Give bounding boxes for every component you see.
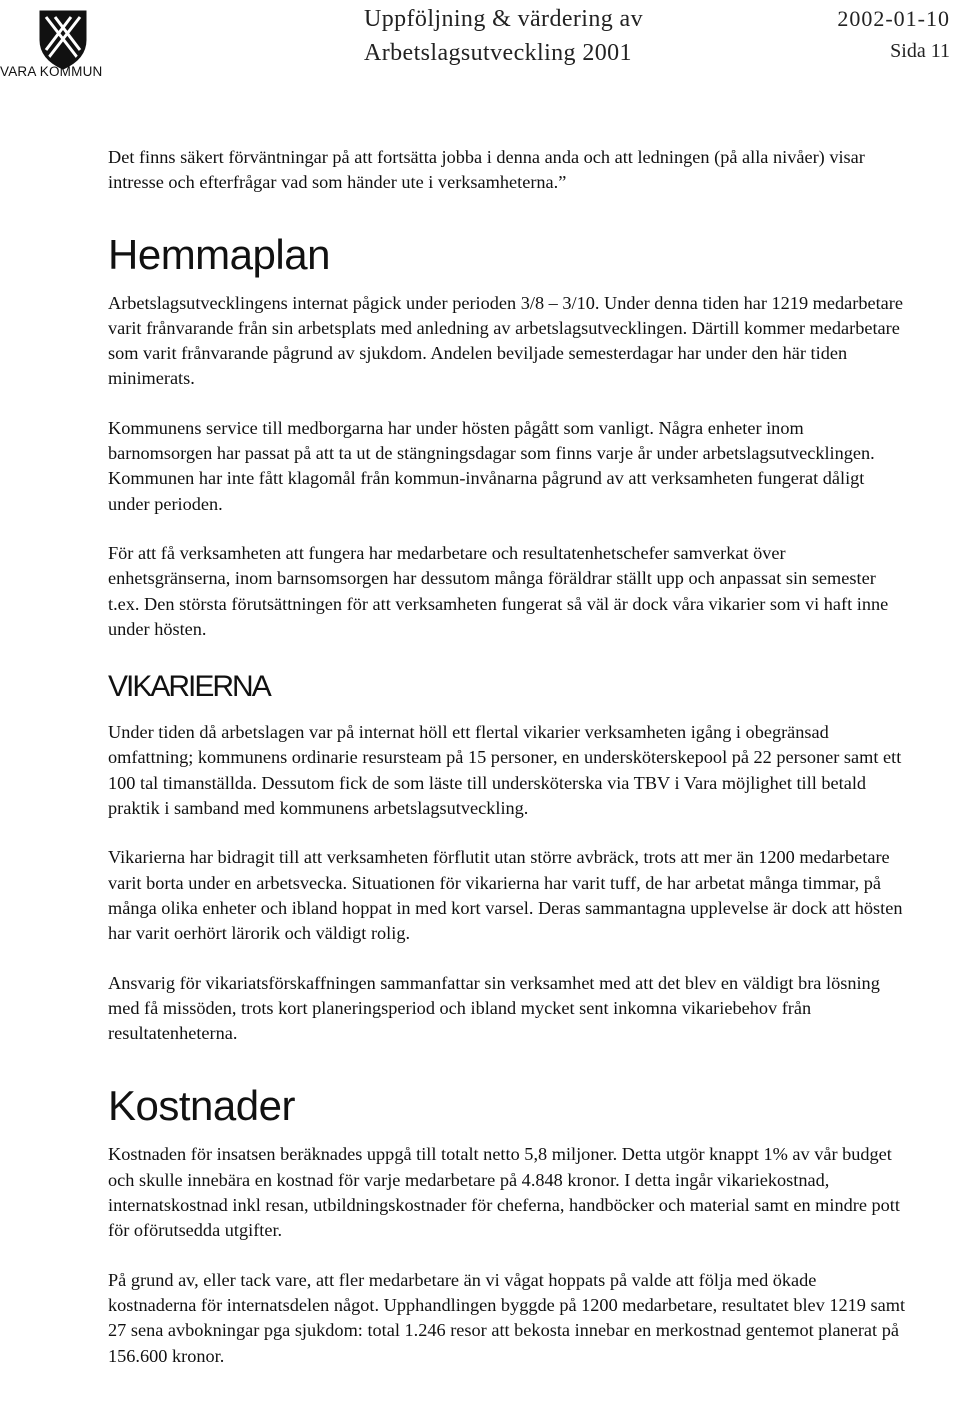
vikarierna-paragraph-3: Ansvarig för vikariatsförskaffningen sammanfattar sin verksamhet med att det blev en väldigt bra lösning med få missöden, trots kort planeringsperiod och ibland mycket sent inkomna vikariebehov från resultatenheterna. [108,972,880,1044]
document-title-line2: Arbetslagsutveckling 2001 [364,40,632,66]
document-title-line1: Uppföljning & värdering av [364,6,644,32]
vikarierna-paragraph-2: Vikarierna har bidragit till att verksamheten förflutit utan större avbräck, trots att mer än 1200 medarbetare varit borta under en arbetsvecka. Situationen för vikarierna har varit tuff, de har arbetat många timmar, på många olika enheter och ibland hoppat in med kort varsel. Deras sammantagna upplevelse är dock att hösten har varit oerhört lärorik och väldigt rolig. [108,847,903,944]
document-body [108,145,908,1369]
document-date: 2002-01-10 [837,6,950,31]
page-number: Sida 11 [890,40,950,62]
heading-hemmaplan: Hemmaplan [108,230,330,278]
page-header [0,0,960,90]
hemmaplan-paragraph-2: Kommunens service till medborgarna har under hösten pågått som vanligt. Några enheter inom barnomsorgen har passat på att ta ut de stängningsdagar som finns varje år under arbetslagsutvecklingen. Kommunen har inte fått klagomål från kommun-invånarna pågrund av att verksamheten fungerat dåligt under perioden. [108,417,875,514]
vikarierna-paragraph-1: Under tiden då arbetslagen var på internat höll ett flertal vikarier verksamheten igång i obegränsad omfattning; kommunens ordinarie resursteam på 15 personer, en undersköterskepool på 22 personer samt ett 100 tal timanställda. Dessutom fick de som läste till undersköterska via TBV i Vara möjlighet till betald praktik i samband med kommunens arbetslagsutveckling. [108,722,902,819]
heading-kostnader: Kostnader [108,1082,295,1130]
logo-text: VARA KOMMUN [0,64,103,79]
hemmaplan-paragraph-3: För att få verksamheten att fungera har medarbetare och resultatenhetschefer samverkat över enhetsgränserna, inom barnsomsorgen har dessutom många föräldrar ställt upp och anpassat sin semester t.ex. Den största förutsättningen för att verksamheten fungerat så väl är dock våra vikarier som vi haft inne under hösten. [108,542,889,639]
kostnader-paragraph-2: På grund av, eller tack vare, att fler medarbetare än vi vågat hoppats på valde att följa med ökade kostnaderna för internatsdelen något. Upphandlingen byggde på 1200 medarbetare, resultatet blev 1219 samt 27 sena avbokningar pga sjukdom: total 1.246 resor att bekosta innebar en merkostnad gentemot planerat på 156.600 kronor. [108,1269,906,1366]
kostnader-paragraph-1: Kostnaden för insatsen beräknades uppgå till totalt netto 5,8 miljoner. Detta utgör knappt 1% av vår budget och skulle innebära en kostnad för varje medarbetare på 4.848 kronor. I detta ingår vikariekostnad, internatskostnad inkl resan, utbildningskostnader för cheferna, handböcker och material samt en mindre pott för oförutsedda utgifter. [108,1144,900,1241]
intro-quote: Det finns säkert förväntningar på att fortsätta jobba i denna anda och att ledningen (på alla nivåer) visar intresse och efterfrågar vad som händer ute i verksamheterna.” [108,147,865,193]
hemmaplan-paragraph-1: Arbetslagsutvecklingens internat pågick under perioden 3/8 – 3/10. Under denna tiden har 1219 medarbetare varit frånvarande från sin arbetsplats med anledning av arbetslagsutvecklingen. Därtill kommer medarbetare som varit frånvarande pågrund av sjukdom. Andelen beviljade semesterdagar har under den här tiden minimerats. [108,292,903,389]
heading-vikarierna: VIKARIERNA [108,670,270,704]
document-title [364,2,643,70]
